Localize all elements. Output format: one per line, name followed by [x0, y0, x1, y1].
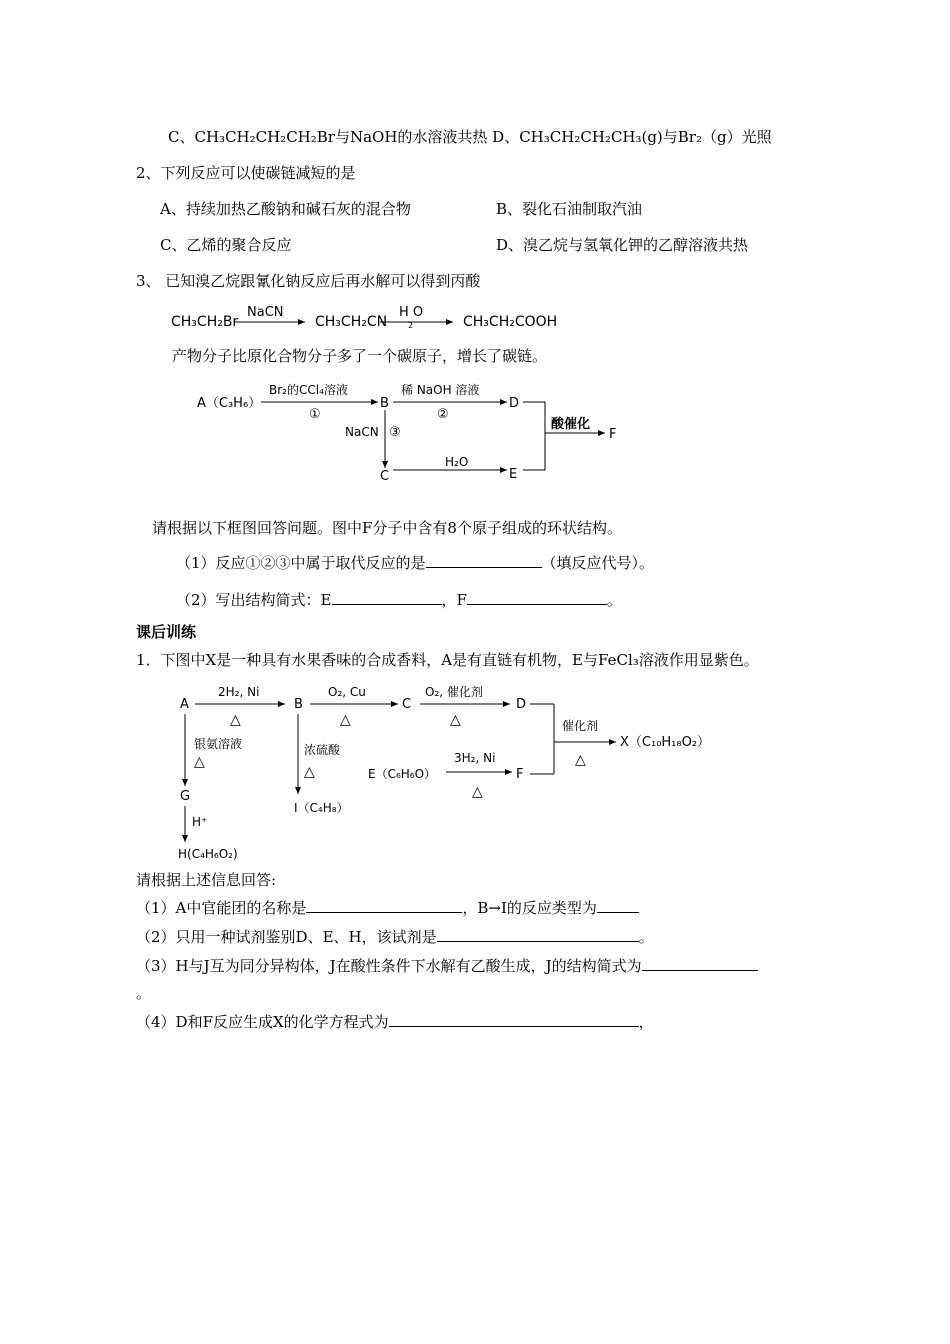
ac-arrowhead-a-g: [182, 779, 188, 786]
eq-product: CH₃CH₂COOH: [463, 314, 558, 330]
ac-arrowhead-to-x: [609, 739, 616, 745]
ac-r4: 催化剂: [562, 719, 599, 733]
ac-s1-text: （1）A中官能团的名称是: [136, 899, 307, 917]
ac-node-f: F: [516, 767, 524, 782]
q2-option-a: A、持续加热乙酸钠和碱石灰的混合物: [160, 200, 411, 218]
step3-reagent: NaCN: [345, 425, 379, 439]
node-c: C: [380, 469, 390, 484]
ac-node-b: B: [294, 697, 303, 712]
after-class-heading: 课后训练: [136, 623, 197, 641]
arrowhead-c-e: [500, 467, 507, 473]
ac-heat-3: △: [450, 712, 461, 728]
propanoic-acid-equation: [165, 300, 565, 340]
circled-2: ②: [437, 407, 449, 422]
after-class-sub-3-tail: 。: [136, 984, 152, 1002]
q3-sub1-tail: （填反应代号）。: [541, 554, 655, 572]
node-e: E: [509, 467, 518, 482]
eq-reagent-water: H O: [399, 305, 424, 320]
arrowhead-b-d: [500, 399, 507, 405]
step2-reagent: 稀 NaOH 溶液: [401, 383, 480, 397]
eq-arrowhead-1: [298, 319, 305, 325]
ac-arrowhead-a-b: [278, 701, 285, 707]
ac-r3: O₂, 催化剂: [425, 685, 483, 699]
q3-reaction-diagram: [195, 378, 635, 490]
ac-s1-blank-b[interactable]: [597, 898, 639, 913]
arrowhead-b-c: [382, 461, 388, 468]
after-class-sub-3: [136, 956, 758, 976]
ac-heat-7: △: [472, 784, 483, 800]
ac-h2so4: 浓硫酸: [304, 743, 341, 757]
q2-option-c: C、乙烯的聚合反应: [160, 236, 292, 254]
arrowhead-a-b: [371, 399, 378, 405]
ac-s4-blank[interactable]: [389, 1012, 639, 1027]
after-class-reaction-diagram: [170, 682, 740, 867]
ac-node-e: E（C₆H₆O）: [368, 767, 437, 781]
q2-option-b: B、裂化石油制取汽油: [496, 200, 643, 218]
ac-h-plus: H⁺: [192, 815, 208, 829]
q3-sub2-text: （2）写出结构简式：E: [176, 591, 332, 609]
arrowhead-to-f: [598, 430, 605, 436]
ac-heat-4: △: [575, 752, 586, 768]
question-2-stem: 2、下列反应可以使碳链减短的是: [136, 164, 356, 182]
option-line-c-d: C、CH₃CH₂CH₂CH₂Br与NaOH的水溶液共热 D、CH₃CH₂CH₂CH₃(g)与Br₂（g）光照: [168, 128, 772, 146]
q3-sub1-text: （1）反应①②③中属于取代反应的是: [176, 554, 426, 572]
node-f: F: [609, 427, 617, 442]
ac-s3-text: （3）H与J互为同分异构体，J在酸性条件下水解有乙酸生成，J的结构简式为: [136, 957, 642, 975]
ac-node-i: I（C₄H₈）: [294, 801, 349, 815]
ac-s1-mid: ，B→I的反应类型为: [462, 899, 597, 917]
acid-catalysis-label: 酸催化: [551, 417, 591, 432]
ac-s2-tail: 。: [638, 928, 654, 946]
eq-reagent-nacn: NaCN: [247, 305, 284, 320]
q3-subquestion-1: [176, 553, 654, 573]
ac-arrowhead-c-d: [503, 701, 510, 707]
eq-mid: CH₃CH₂CN: [315, 314, 388, 330]
ac-heat-1: △: [230, 712, 241, 728]
q3-subquestion-2: [176, 590, 622, 610]
ac-arrowhead-g-h: [182, 835, 188, 842]
ac-r1: 2H₂, Ni: [218, 685, 260, 699]
ac-arrowhead-b-i: [295, 787, 301, 794]
eq-arrowhead-2: [446, 319, 453, 325]
ac-node-a: A: [180, 697, 189, 712]
q3-sub2-blank-f[interactable]: [467, 590, 607, 605]
after-class-sub-2: [136, 927, 654, 947]
ac-node-g: G: [180, 789, 191, 804]
q3-sub2-mid: ，F: [441, 591, 467, 609]
ac-heat-5: △: [194, 754, 205, 770]
ac-arrowhead-b-c: [391, 701, 398, 707]
q3-note: 产物分子比原化合物分子多了一个碳原子，增长了碳链。: [172, 347, 548, 365]
water-reagent: H₂O: [445, 455, 469, 469]
q2-option-d: D、溴乙烷与氢氧化钾的乙醇溶液共热: [496, 236, 749, 254]
node-a: A（C₃H₆）: [197, 396, 262, 411]
ac-node-x: X（C₁₀H₁₈O₂）: [620, 735, 711, 750]
eq-reagent-water-sub: 2: [408, 321, 414, 330]
ac-s4-tail: ，: [638, 1013, 654, 1031]
ac-s2-blank[interactable]: [437, 927, 639, 942]
ac-node-c: C: [402, 697, 412, 712]
after-class-q1-stem: 1．下图中X是一种具有水果香味的合成香料，A是有直链有机物，E与FeCl₃溶液作用显紫色。: [136, 651, 759, 669]
q3-sub2-tail: 。: [606, 591, 622, 609]
q3-sub2-blank-e[interactable]: [332, 590, 442, 605]
q3-prompt: 请根据以下框图回答问题。图中F分子中含有8个原子组成的环状结构。: [152, 519, 622, 537]
ac-heat-6: △: [304, 764, 315, 780]
ac-arrowhead-e-f: [505, 769, 512, 775]
ac-r5: 3H₂, Ni: [454, 751, 496, 765]
q3-sub1-blank[interactable]: [426, 553, 542, 568]
ac-s4-text: （4）D和F反应生成X的化学方程式为: [136, 1013, 389, 1031]
ac-s1-blank-a[interactable]: [306, 898, 462, 913]
step1-reagent: Br₂的CCl₄溶液: [269, 383, 348, 397]
after-class-prompt: 请根据上述信息回答:: [136, 871, 277, 889]
question-3-stem: 3、 已知溴乙烷跟氰化钠反应后再水解可以得到丙酸: [136, 272, 481, 290]
after-class-sub-1: [136, 898, 639, 918]
ac-node-h: H(C₄H₆O₂): [178, 847, 238, 861]
circled-1: ①: [309, 407, 321, 422]
ac-heat-2: △: [340, 712, 351, 728]
ac-s3-blank[interactable]: [642, 956, 758, 971]
node-d: D: [509, 396, 520, 411]
ac-silver: 银氨溶液: [194, 737, 243, 751]
after-class-sub-4: [136, 1012, 654, 1032]
circled-3: ③: [389, 425, 401, 440]
eq-reactant: CH₃CH₂Br: [171, 314, 239, 330]
ac-node-d: D: [516, 697, 527, 712]
node-b: B: [380, 396, 389, 411]
ac-r2: O₂, Cu: [328, 685, 366, 699]
ac-s2-text: （2）只用一种试剂鉴别D、E、H，该试剂是: [136, 928, 437, 946]
